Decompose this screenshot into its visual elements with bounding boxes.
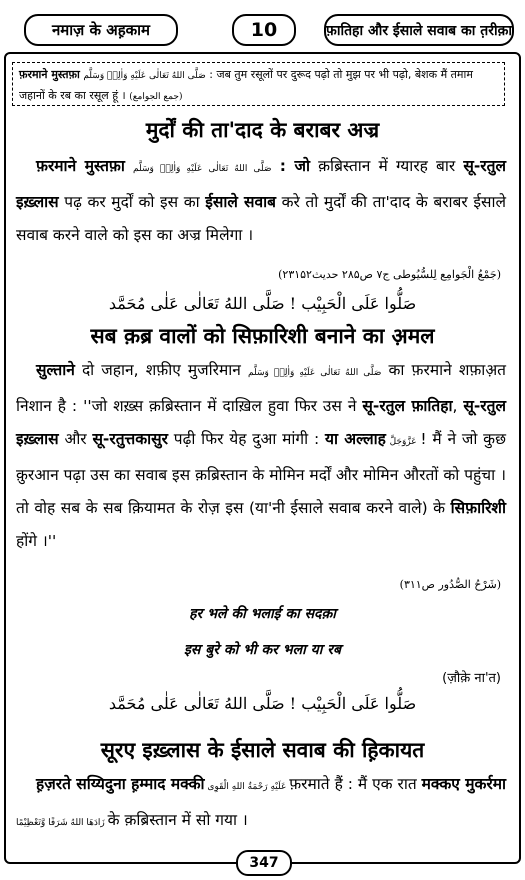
poem-line-2: इस बुरे को भी कर भला या रब	[184, 642, 341, 658]
section2-text-2: का फ़रमाने शफ़ाअ़त निशान है : ''जो शख़्स क़ब्रिस्तान में दाख़िल हुवा फिर उस ने	[16, 361, 507, 415]
poem-attribution: (ज़ौक़े ना'त)	[442, 671, 501, 686]
section1-emph-3: सू-रतुल इख़्लास	[16, 157, 506, 211]
salawat-1: صَلُّوا عَلَى الْحَبِيْب ! صَلَّى اللهُ تَعَالٰى عَلٰى مُحَمَّد	[108, 294, 417, 313]
section1-text-2: पढ़ कर मुर्दों को इस का	[58, 193, 206, 211]
section2-emph-2: सू-रतुल फ़ातिहा	[362, 397, 453, 415]
section3-paragraph	[16, 768, 506, 840]
notice-source: (جمع الجوامع)	[129, 92, 183, 102]
section1-emph-2: : जो	[279, 157, 311, 175]
section2-reference: (شَرْحُ الصُّدُور ص۳۱۱)	[399, 578, 501, 591]
notice-arabic: صَلَّى اللهُ تَعَالٰى عَلَيْهِ وَاٰلِهٖ وَسَلَّم	[83, 71, 206, 81]
section2-text-3: ,	[452, 397, 464, 415]
header-book-title: नमाज़ के अह़काम	[24, 14, 178, 46]
section2-text-1: दो जहान, शफ़ीए मुजरिमान	[74, 361, 249, 379]
section2-emph-4: सू-रतुत्तकासुर	[92, 430, 168, 448]
page-number: 347	[236, 850, 292, 876]
section2-arabic: صَلَّى اللهُ تَعَالٰى عَلَيْهِ وَاٰلِهٖ وَسَلَّم	[248, 368, 382, 378]
section3-arabic: عَلَيْهِ رَحْمَةُ اللهِ الْقَوِى	[204, 782, 290, 792]
section3-emph-1: ह़ज़रते सय्यिदुना ह़म्माद मक्की	[36, 775, 205, 793]
header-chapter-title: फ़ातिहा और ईसाले सवाब का त़रीक़ा	[324, 14, 514, 46]
hadith-notice	[12, 62, 505, 106]
section3-text-1: फ़रमाते हैं : मैं एक रात	[289, 775, 422, 793]
section3-text-2: के क़ब्रिस्तान में सो गया ।	[107, 811, 248, 829]
section1-arabic: صَلَّى اللهُ تَعَالٰى عَلَيْهِ وَاٰلِهٖ وَسَلَّم	[133, 164, 272, 174]
section2-text-6: ! मैं ने जो कुछ क़ुरआन पढ़ा उस का सवाब इस क़ब्रिस्तान के मोमिन मर्दों और मोमिन औरतों को पहुंचा । तो वोह सब के सब क़ियामत के रोज़ इस (या'नी ईसाले सवाब करने वाले) के	[16, 430, 506, 517]
section2-text-5: पढ़ी फिर येह दुआ मांगी :	[168, 430, 325, 448]
poem-line-1: हर भले की भलाई का सदक़ा	[189, 606, 336, 622]
header-chapter-number: 10	[232, 14, 296, 46]
section2-emph-1: सुल्ताने	[36, 361, 75, 379]
section2-emph-5: या अल्लाह	[324, 430, 386, 448]
section1-paragraph	[16, 150, 506, 252]
page	[4, 4, 521, 876]
section2-emph-3: सू-रतुल इख़्लास	[16, 397, 506, 448]
section1-text-1: क़ब्रिस्तान में ग्यारह बार	[310, 157, 464, 175]
section1-emph-1: फ़रमाने मुस्तफ़ा	[36, 157, 125, 175]
section2-text-7: होंगे ।''	[16, 532, 57, 550]
section3-emph-2: मक्कए मुकर्रमा	[421, 775, 506, 793]
section2-text-4: और	[58, 430, 93, 448]
section1-text-3: करे तो मुर्दों की ता'दाद के बराबर ईसाले सवाब करने वाले को इस का अज्र मिलेगा ।	[16, 193, 506, 244]
section3-arabic-2: زَادَهَا اللهُ شَرَفًا وَّتَعْظِيْمًا	[16, 818, 108, 828]
section1-heading: मुर्दों की ता'दाद के बराबर अज्र	[145, 118, 380, 142]
notice-text: : जब तुम रसूलों पर दुरूद पढ़ो तो मुझ पर भी पढ़ो, बेशक मैं तमाम जहानों के रब का रसूल हूं ।	[19, 68, 473, 102]
section2-emph-6: सिफ़ारिशी	[450, 499, 506, 517]
section1-reference: (جَمْعُ الْجَوامِع لِلسُّيُوطى ج۷ ص۲۸۵ حديث۲۳۱۵۲)	[278, 268, 501, 281]
notice-label: फ़रमाने मुस्तफ़ा	[19, 68, 80, 81]
salawat-2: صَلُّوا عَلَى الْحَبِيْب ! صَلَّى اللهُ تَعَالٰى عَلٰى مُحَمَّد	[108, 694, 417, 713]
section2-arabic-2: عَزَّوَجَلَّ	[385, 437, 421, 447]
section1-emph-4: ईसाले सवाब	[205, 193, 276, 211]
section2-heading: सब क़ब्र वालों को सिफ़ारिशी बनाने का अ़मल	[90, 324, 435, 348]
section2-paragraph	[16, 354, 506, 558]
section3-heading: सूरए इख़्लास के ईसाले सवाब की ह़िकायत	[100, 738, 425, 762]
